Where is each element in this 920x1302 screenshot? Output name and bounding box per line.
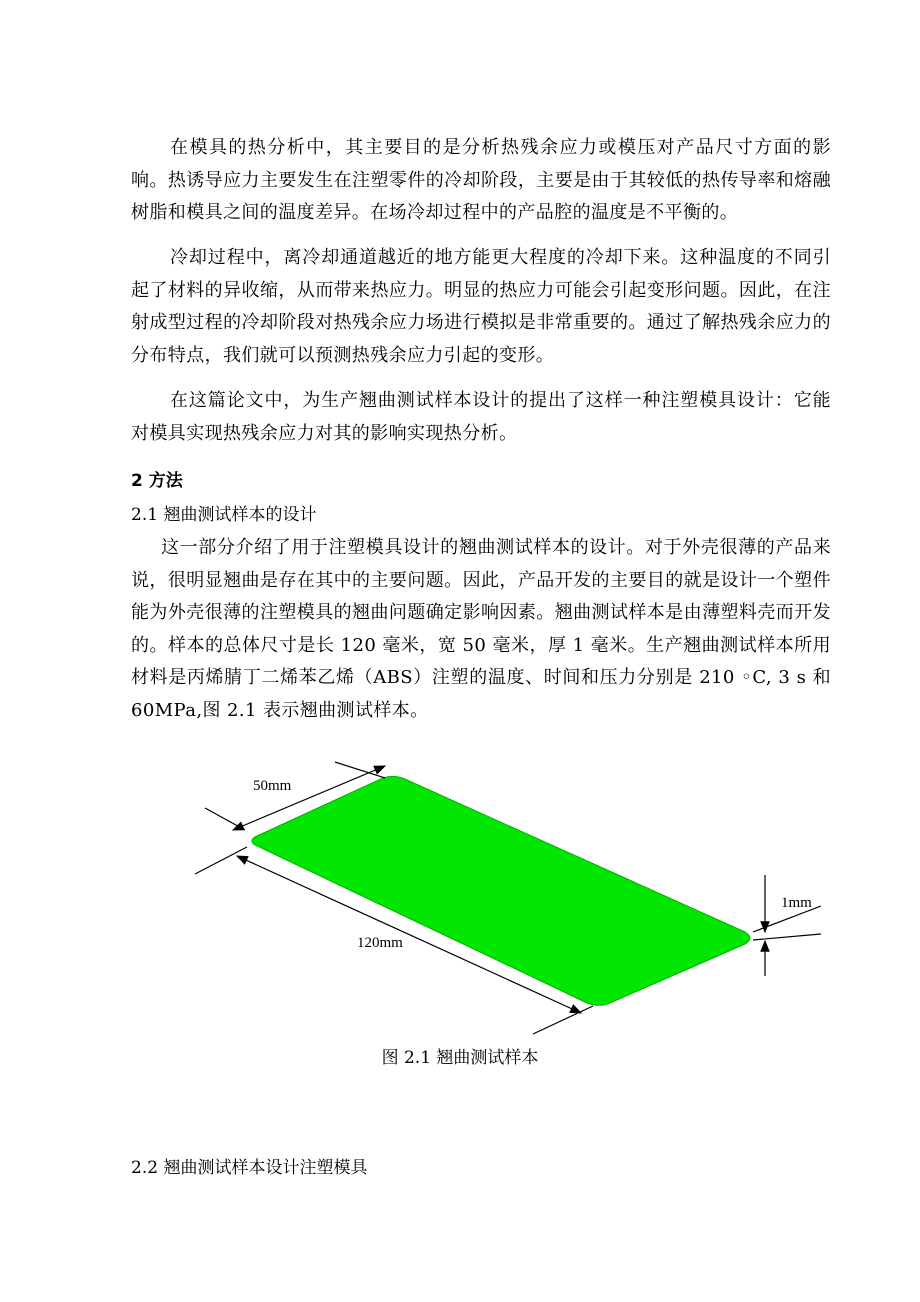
paragraph-specimen-design: 这一部分介绍了用于注塑模具设计的翘曲测试样本的设计。对于外壳很薄的产品来说，很明显翘曲是存在其中的主要问题。因此，产品开发的主要目的就是设计一个塑件能为外壳很薄的注塑模具的翘曲问题确定影响因素。翘曲测试样本是由薄塑料壳而开发的。样本的总体尺寸是长 120 毫米，宽 50 毫米，厚 1 毫米。生产翘曲测试样本所用材料是丙烯腈丁二烯苯乙烯（ABS）注塑的温度、时间和压力分别是 210 ◦C, 3 s 和 60MPa,图 2.1 表示翘曲测试样本。 xyxy=(131,537,831,721)
length-extension-right xyxy=(533,1006,593,1034)
paragraph-cooling-process: 冷却过程中，离冷却通道越近的地方能更大程度的冷却下来。这种温度的不同引起了材料的异收缩，从而带来热应力。明显的热应力可能会引起变形问题。因此，在注射成型过程的冷却阶段对热残余应力场进行模拟是非常重要的。通过了解热残余应力的分布特点，我们就可以预测热残余应力引起的变形。 xyxy=(131,247,831,366)
section-heading-2: 2 方法 xyxy=(131,471,183,491)
thickness-extension-bottom xyxy=(753,934,821,940)
length-label: 120mm xyxy=(357,935,403,951)
paragraph-thermal-analysis: 在模具的热分析中，其主要目的是分析热残余应力或模压对产品尺寸方面的影响。热诱导应力主要发生在注塑零件的冷却阶段，主要是由于其较低的热传导率和熔融树脂和模具之间的温度差异。在场冷却过程中的产品腔的温度是不平衡的。 xyxy=(131,137,831,223)
paragraph-paper-intro: 在这篇论文中，为生产翘曲测试样本设计的提出了这样一种注塑模具设计：它能对模具实现热残余应力对其的影响实现热分析。 xyxy=(131,390,831,444)
figure-caption: 图 2.1 翘曲测试样本 xyxy=(381,1048,539,1068)
specimen-plate xyxy=(252,776,750,1005)
section-heading-2-2: 2.2 翘曲测试样本设计注塑模具 xyxy=(131,1158,368,1178)
specimen-figure xyxy=(185,760,835,1050)
width-extension-left xyxy=(205,808,245,830)
thickness-label: 1mm xyxy=(781,895,812,911)
section-heading-2-1: 2.1 翘曲测试样本的设计 xyxy=(131,505,317,525)
specimen-diagram xyxy=(185,760,835,1050)
width-label: 50mm xyxy=(253,778,292,794)
length-extension-left xyxy=(195,847,247,874)
width-extension-right xyxy=(335,762,385,778)
